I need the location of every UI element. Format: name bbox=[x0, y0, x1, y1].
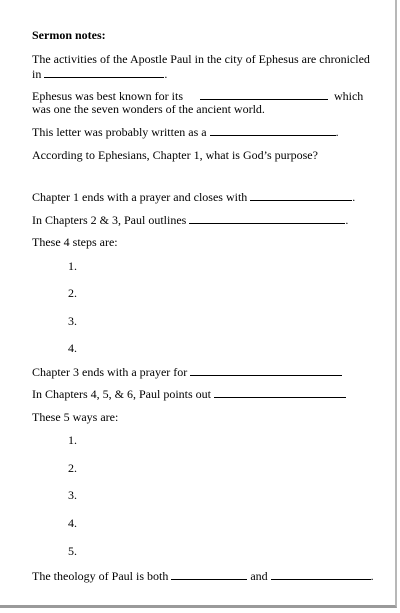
question-9-prefix: In Chapters 4, 5, & 6, Paul points out bbox=[32, 387, 211, 401]
question-1-suffix: . bbox=[164, 67, 168, 81]
question-5-prefix: Chapter 1 ends with a prayer and closes with bbox=[32, 190, 248, 204]
way-3: 3. bbox=[68, 488, 77, 502]
question-1-blank[interactable] bbox=[44, 66, 164, 78]
question-3 bbox=[32, 124, 381, 139]
step-4: 4. bbox=[68, 341, 77, 355]
step-2: 2. bbox=[68, 286, 77, 300]
question-6-blank[interactable] bbox=[189, 212, 345, 224]
question-9-blank[interactable] bbox=[214, 386, 346, 398]
question-1-line1: The activities of the Apostle Paul in the city of Ephesus are chronicled bbox=[32, 52, 370, 66]
question-1-prefix: in bbox=[32, 67, 42, 81]
question-6-suffix: . bbox=[345, 213, 349, 227]
question-11-suffix: . bbox=[370, 569, 374, 583]
question-6 bbox=[32, 212, 381, 227]
question-2-after: which bbox=[333, 89, 364, 103]
question-1-line2 bbox=[32, 66, 381, 81]
step-1: 1. bbox=[68, 259, 77, 273]
question-8-prefix: Chapter 3 ends with a prayer for bbox=[32, 365, 188, 379]
question-8 bbox=[32, 364, 381, 379]
question-9 bbox=[32, 386, 381, 401]
question-2-line1 bbox=[32, 88, 381, 103]
question-6-prefix: In Chapters 2 & 3, Paul outlines bbox=[32, 213, 187, 227]
way-5: 5. bbox=[68, 544, 77, 558]
question-11-middle: and bbox=[250, 569, 268, 583]
question-11-blank-1[interactable] bbox=[171, 568, 247, 580]
way-2: 2. bbox=[68, 461, 77, 475]
question-3-blank[interactable] bbox=[210, 124, 336, 136]
way-4: 4. bbox=[68, 516, 77, 530]
question-5-suffix: . bbox=[352, 190, 356, 204]
step-3: 3. bbox=[68, 314, 77, 328]
question-3-suffix: . bbox=[335, 125, 339, 139]
way-1: 1. bbox=[68, 433, 77, 447]
question-11 bbox=[32, 568, 381, 583]
question-2-line2: was one the seven wonders of the ancient world. bbox=[32, 102, 265, 116]
question-10: These 5 ways are: bbox=[32, 410, 119, 424]
question-5 bbox=[32, 189, 381, 204]
question-5-blank[interactable] bbox=[250, 189, 352, 201]
heading: Sermon notes: bbox=[32, 28, 106, 42]
question-7: These 4 steps are: bbox=[32, 235, 118, 249]
question-11-prefix: The theology of Paul is both bbox=[32, 569, 169, 583]
question-3-prefix: This letter was probably written as a bbox=[32, 125, 207, 139]
question-11-blank-2[interactable] bbox=[271, 568, 371, 580]
question-2-prefix: Ephesus was best known for its bbox=[32, 89, 183, 103]
question-2-blank[interactable] bbox=[200, 88, 328, 100]
question-4: According to Ephesians, Chapter 1, what is God’s purpose? bbox=[32, 148, 318, 162]
question-8-blank[interactable] bbox=[190, 364, 342, 376]
